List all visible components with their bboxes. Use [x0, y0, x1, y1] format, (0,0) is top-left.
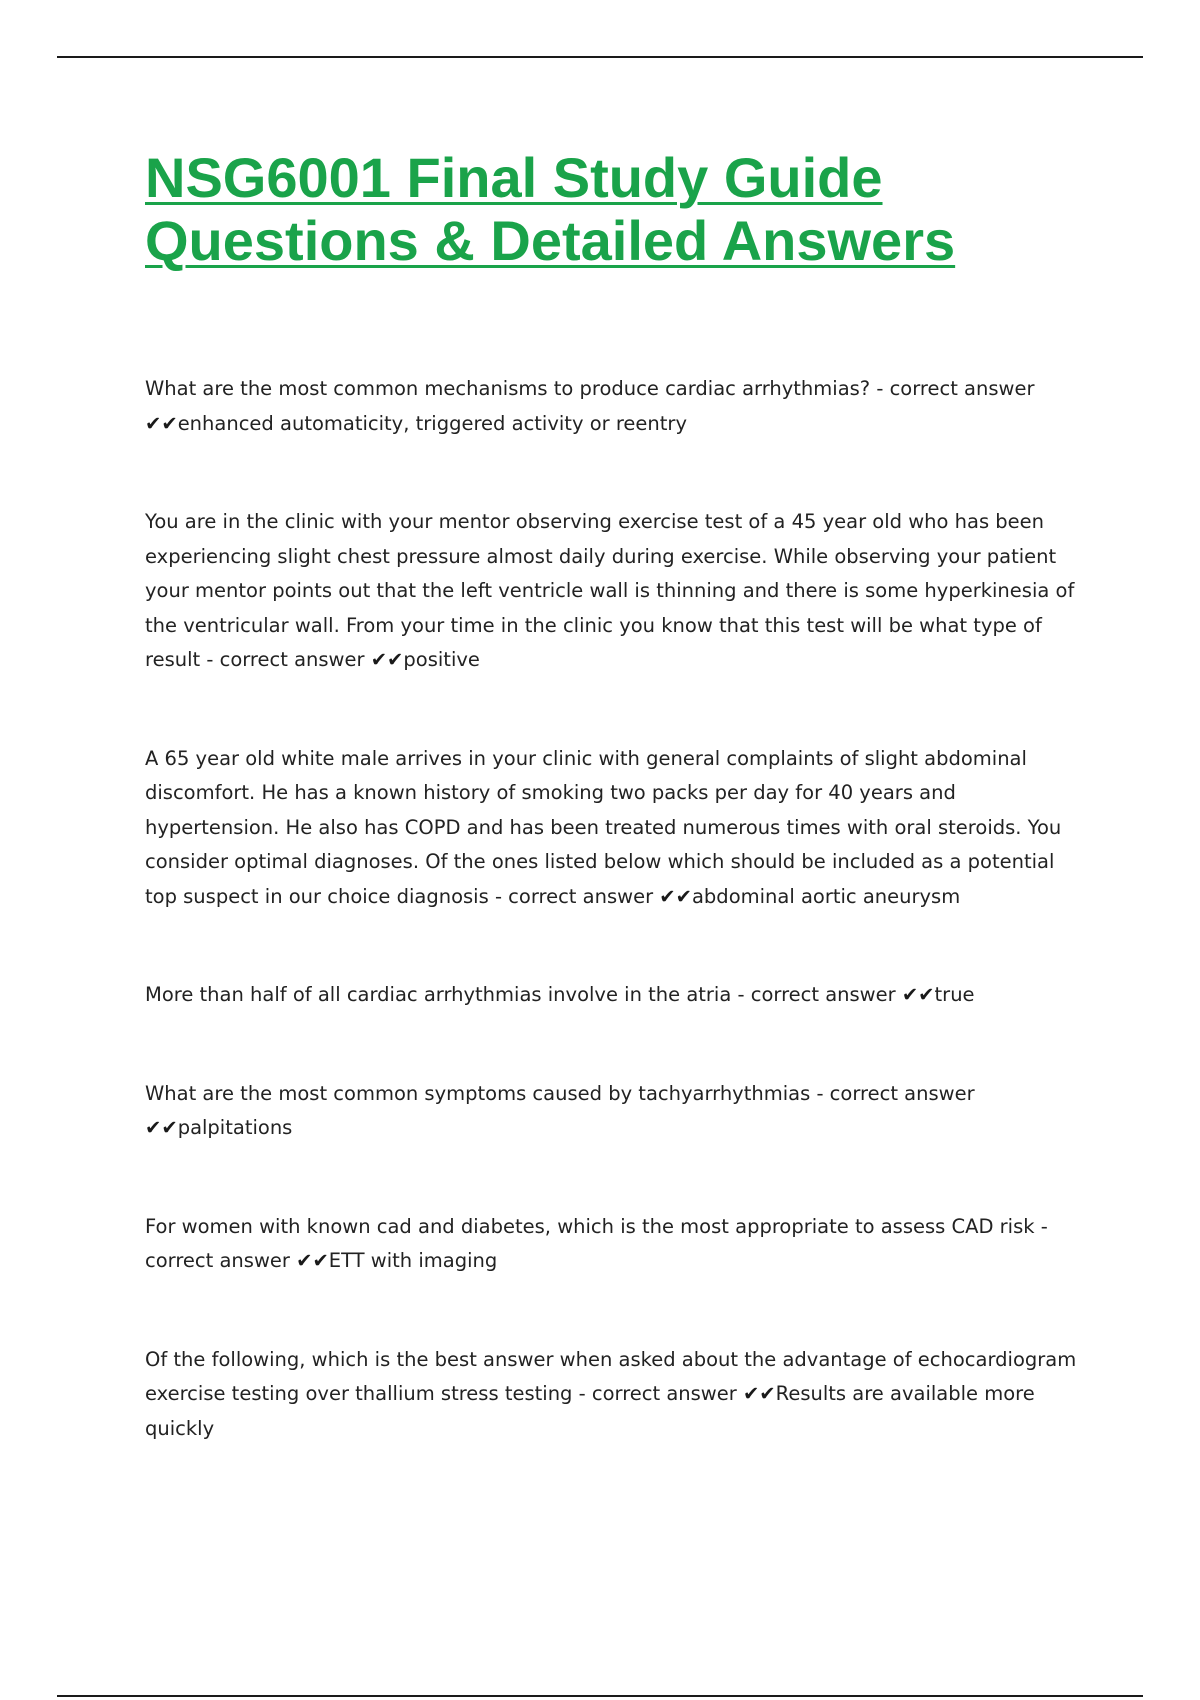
- answer-text: abdominal aortic aneurysm: [691, 884, 961, 908]
- qa-item: [145, 978, 1080, 1013]
- qa-item: [145, 742, 1080, 915]
- qa-list: [145, 372, 1080, 1446]
- page-title: [145, 146, 1125, 272]
- bottom-rule: [57, 1695, 1143, 1697]
- check-icon: ✔✔: [901, 983, 935, 1006]
- qa-item: [145, 1343, 1080, 1447]
- check-icon: ✔✔: [145, 411, 178, 435]
- check-icon: ✔✔: [742, 1382, 776, 1405]
- check-icon: ✔✔: [659, 884, 692, 908]
- title-line-1: NSG6001 Final Study Guide: [145, 146, 883, 209]
- answer-text: palpitations: [177, 1116, 293, 1139]
- title-line-2: Questions & Detailed Answers: [145, 209, 956, 272]
- question-text: What are the most common symptoms caused by tachyarrhythmias - correct answer: [145, 1081, 975, 1105]
- qa-item: [145, 372, 1080, 441]
- question-text: More than half of all cardiac arrhythmias involve in the atria - correct answer: [145, 983, 902, 1006]
- question-text: A 65 year old white male arrives in your clinic with general complaints of slight abdominal discomfort. He has a known history of smoking two packs per day for 40 years and hypertension. He also has COPD and has been treated numerous times with oral steroids. You consider optimal diagnoses. Of the ones listed below which should be included as a potential top suspect in our choice diagnosis - correct answer: [145, 746, 1062, 908]
- question-text: Of the following, which is the best answer when asked about the advantage of echocardiogram exercise testing over thallium stress testing - correct answer: [145, 1347, 1077, 1405]
- qa-item: [145, 1210, 1080, 1279]
- qa-item: [145, 1077, 1080, 1146]
- top-rule: [57, 56, 1143, 58]
- check-icon: ✔✔: [145, 1116, 178, 1139]
- question-text: You are in the clinic with your mentor observing exercise test of a 45 year old who has been experiencing slight chest pressure almost daily during exercise. While observing your patient your mentor points out that the left ventricle wall is thinning and there is some hyperkinesia of the ventricular wall. From your time in the clinic you know that this test will be what type of result - correct answer: [145, 510, 1075, 671]
- question-text: What are the most common mechanisms to produce cardiac arrhythmias? - correct answer: [145, 377, 1035, 400]
- qa-item: [145, 505, 1080, 678]
- check-icon: ✔✔: [296, 1249, 329, 1272]
- question-text: For women with known cad and diabetes, which is the most appropriate to assess CAD risk - correct answer: [145, 1214, 1048, 1272]
- answer-text: ETT with imaging: [328, 1249, 498, 1272]
- answer-text: positive: [403, 648, 480, 671]
- answer-text: Results are available more quickly: [145, 1382, 1035, 1440]
- check-icon: ✔✔: [370, 648, 404, 671]
- answer-text: enhanced automaticity, triggered activity or reentry: [177, 411, 687, 435]
- answer-text: true: [934, 983, 975, 1006]
